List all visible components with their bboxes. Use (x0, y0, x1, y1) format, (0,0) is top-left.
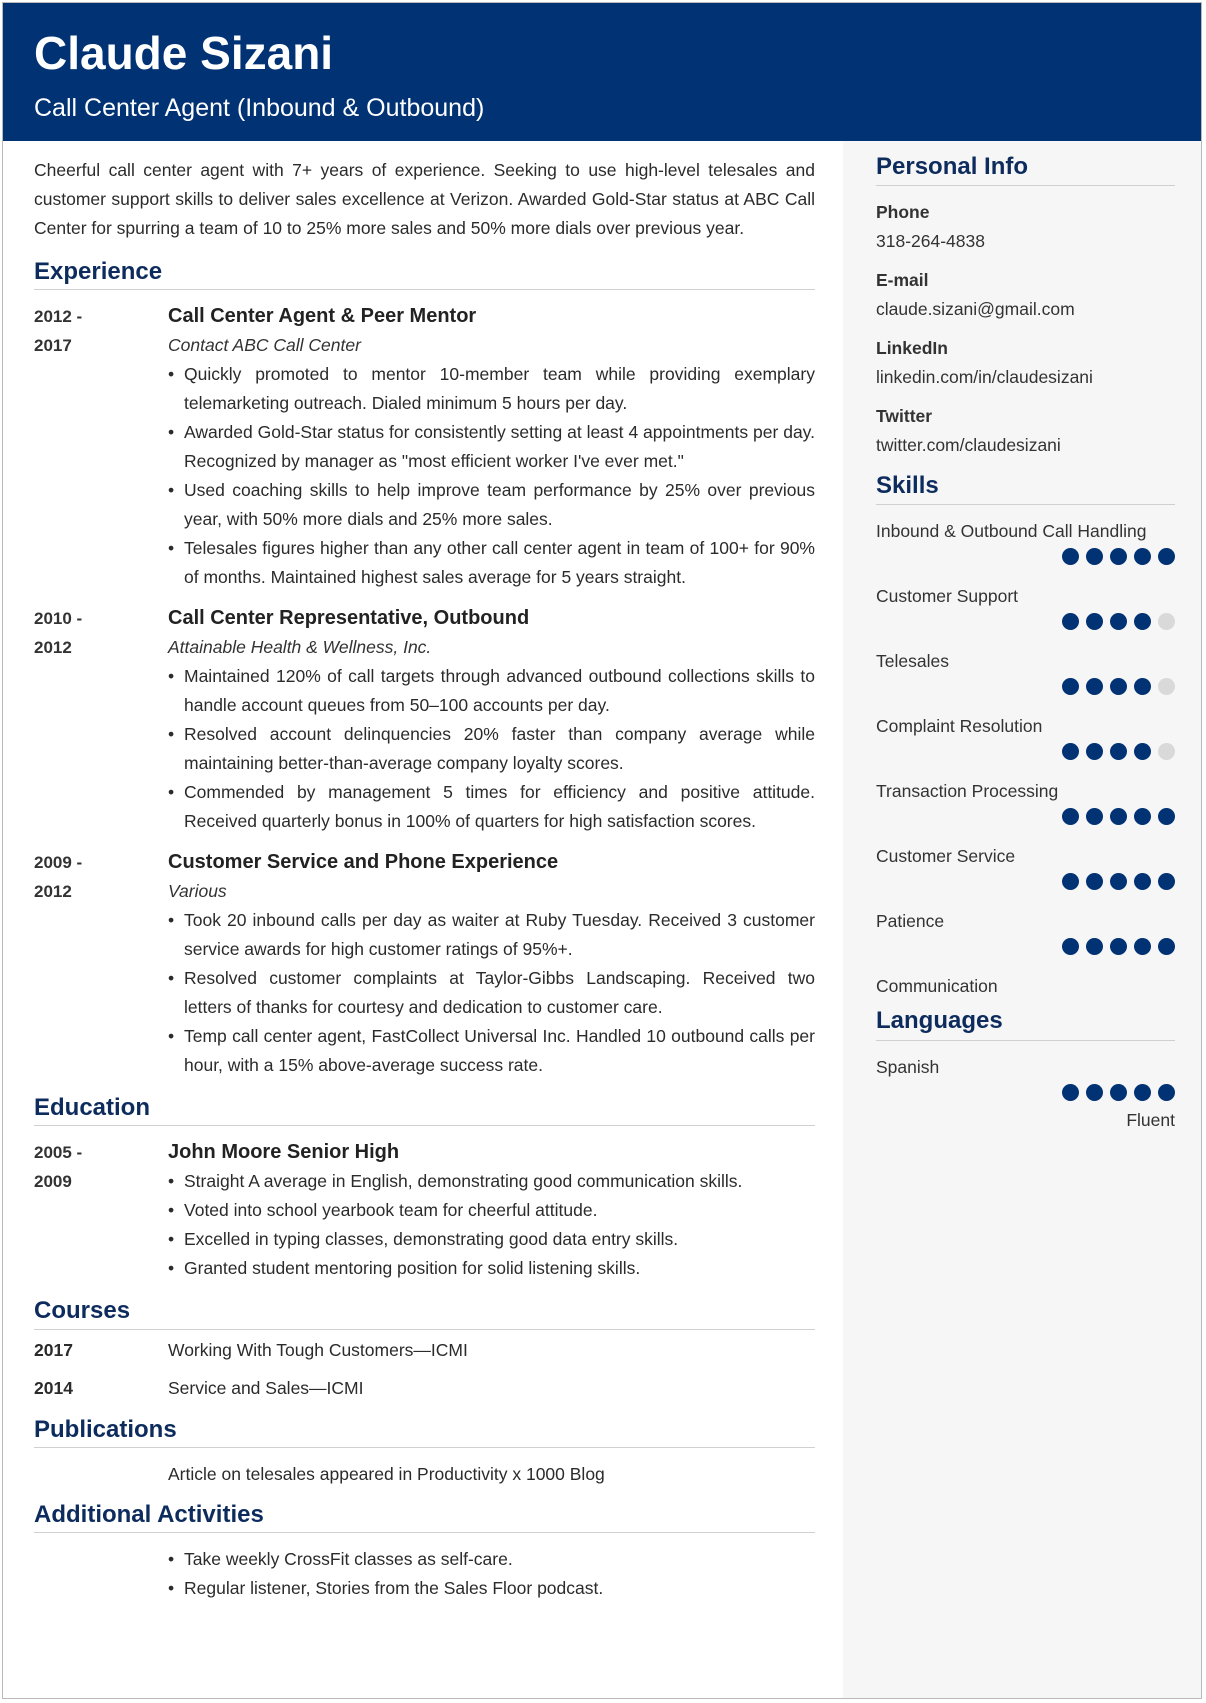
rating-dot-filled (1086, 613, 1103, 630)
rating-dot-filled (1134, 873, 1151, 890)
resume-page (2, 2, 1202, 1699)
bullet-list (168, 360, 815, 592)
skill-name: Transaction Processing (876, 781, 1059, 802)
bullet-item: • Took 20 inbound calls per day as waiter at Ruby Tuesday. Received 3 customer service awards for high customer ratings of 95%+. (168, 906, 815, 964)
bullet-list (168, 1167, 815, 1283)
rating-dot-empty (1158, 613, 1175, 630)
rating-dot-filled (1062, 873, 1079, 890)
publication-item: Article on telesales appeared in Productivity x 1000 Blog (168, 1463, 605, 1484)
rating-dot-filled (1086, 873, 1103, 890)
publications-list (34, 1460, 815, 1489)
rating-dot-filled (1110, 808, 1127, 825)
experience-list (34, 302, 815, 1080)
rating-dot-filled (1062, 938, 1079, 955)
activities-list (34, 1545, 815, 1603)
linkedin-value[interactable]: linkedin.com/in/claudesizani (876, 367, 1093, 388)
rating-dot-filled (1158, 873, 1175, 890)
bullet-item: • Awarded Gold-Star status for consistently setting at least 4 appointments per day. Recognized by manager as "most efficient worker I've ever met." (168, 418, 815, 476)
personal-info-heading: Personal Info (876, 153, 1029, 180)
skill-item (876, 582, 1175, 647)
rating-dot-filled (1062, 808, 1079, 825)
skill-item (876, 777, 1175, 842)
course-row (34, 1370, 815, 1408)
end-date: 2017 (34, 336, 72, 356)
linkedin-label: LinkedIn (876, 338, 948, 359)
course-row (34, 1332, 815, 1370)
divider (876, 185, 1175, 186)
bullet-item: • Temp call center agent, FastCollect Universal Inc. Handled 10 outbound calls per hour, with a 15% above-average success rate. (168, 1022, 815, 1080)
phone-value: 318-264-4838 (876, 231, 985, 252)
bullet-item: • Voted into school yearbook team for cheerful attitude. (168, 1196, 815, 1225)
rating-dot-filled (1086, 548, 1103, 565)
language-level: Fluent (1126, 1109, 1175, 1130)
candidate-name: Claude Sizani (34, 27, 334, 79)
summary-text: Cheerful call center agent with 7+ years of experience. Seeking to use high-level telesales and customer support skills to deliver sales excellence at Verizon. Awarded Gold-Star status at ABC Call Center for spurring a team of 10 to 25% more sales and 50% more dials over previous year. (34, 160, 815, 238)
entry-body (168, 1138, 815, 1283)
rating-dot-filled (1110, 678, 1127, 695)
bullet-list (168, 906, 815, 1080)
rating-dot-filled (1110, 548, 1127, 565)
education-entry (34, 1138, 815, 1283)
resume-header (3, 3, 1201, 141)
course-name: Service and Sales—ICMI (168, 1378, 364, 1399)
bullet-item: • Excelled in typing classes, demonstrating good data entry skills. (168, 1225, 815, 1254)
rating-dots (876, 936, 1175, 972)
language-item (876, 1053, 1175, 1131)
education-list (34, 1138, 815, 1283)
rating-dots (876, 611, 1175, 647)
bullet-item: • Resolved customer complaints at Taylor-Gibbs Landscaping. Received two letters of thanks for courtesy and dedication to customer care. (168, 964, 815, 1022)
entry-dates (34, 302, 168, 592)
rating-dot-empty (1158, 678, 1175, 695)
email-value[interactable]: claude.sizani@gmail.com (876, 299, 1075, 320)
rating-dot-filled (1110, 873, 1127, 890)
education-heading: Education (34, 1094, 151, 1122)
rating-dot-filled (1158, 808, 1175, 825)
bullet-item: • Maintained 120% of call targets through advanced outbound collections skills to handle account queues from 50–100 accounts per day. (168, 662, 815, 720)
skill-name: Customer Service (876, 846, 1016, 867)
entry-title: Customer Service and Phone Experience (168, 851, 559, 874)
rating-dot-filled (1110, 743, 1127, 760)
skills-list (876, 517, 1175, 1001)
start-date: 2009 - (34, 853, 83, 873)
rating-dot-filled (1086, 938, 1103, 955)
skill-item (876, 517, 1175, 582)
divider (34, 1447, 815, 1448)
skill-item (876, 907, 1175, 972)
start-date: 2012 - (34, 307, 83, 327)
skill-item (876, 972, 1175, 1001)
skill-name: Inbound & Outbound Call Handling (876, 521, 1147, 542)
rating-dot-empty (1158, 743, 1175, 760)
course-name: Working With Tough Customers—ICMI (168, 1340, 468, 1361)
phone-label: Phone (876, 202, 930, 223)
bullet-item: • Telesales figures higher than any other call center agent in team of 100+ for 90% of months. Maintained highest sales average for 5 years straight. (168, 534, 815, 592)
bullet-item: • Used coaching skills to help improve team performance by 25% over previous year, with 50% more dials and 25% more sales. (168, 476, 815, 534)
rating-dots (876, 741, 1175, 777)
course-year: 2017 (34, 1340, 73, 1361)
courses-heading: Courses (34, 1297, 131, 1325)
rating-dot-filled (1158, 548, 1175, 565)
bullet-list (168, 662, 815, 836)
rating-dot-filled (1134, 1084, 1151, 1101)
skill-name: Customer Support (876, 586, 1019, 607)
divider (876, 1040, 1175, 1041)
bullet-item: • Commended by management 5 times for efficiency and positive attitude. Received quarterly bonus in 100% of quarters for high satisfaction scores. (168, 778, 815, 836)
rating-dot-filled (1134, 678, 1151, 695)
rating-dot-filled (1062, 613, 1079, 630)
bullet-list (168, 1545, 815, 1603)
rating-dot-filled (1134, 613, 1151, 630)
activity-item: • Take weekly CrossFit classes as self-care. (168, 1545, 815, 1574)
entry-dates (34, 848, 168, 1080)
entry-body (168, 302, 815, 592)
experience-entry (34, 302, 815, 592)
entry-title: John Moore Senior High (168, 1141, 400, 1164)
rating-dot-filled (1110, 613, 1127, 630)
skill-name: Complaint Resolution (876, 716, 1043, 737)
divider (34, 289, 815, 290)
course-year: 2014 (34, 1378, 73, 1399)
start-date: 2010 - (34, 609, 83, 629)
language-name: Spanish (876, 1056, 940, 1077)
skill-item (876, 712, 1175, 777)
experience-entry (34, 848, 815, 1080)
rating-dot-filled (1062, 743, 1079, 760)
rating-dot-filled (1134, 743, 1151, 760)
skills-heading: Skills (876, 472, 939, 500)
entry-body (168, 848, 815, 1080)
rating-dot-filled (1134, 938, 1151, 955)
end-date: 2012 (34, 638, 72, 658)
twitter-label: Twitter (876, 406, 933, 427)
languages-heading: Languages (876, 1007, 1003, 1035)
entry-organization: Attainable Health & Wellness, Inc. (168, 637, 432, 658)
skill-name: Patience (876, 911, 945, 932)
entry-organization: Contact ABC Call Center (168, 335, 361, 356)
rating-dot-filled (1110, 1084, 1127, 1101)
entry-title: Call Center Representative, Outbound (168, 607, 530, 630)
end-date: 2012 (34, 882, 72, 902)
entry-organization: Various (168, 881, 227, 902)
skill-name: Communication (876, 976, 998, 997)
bullet-item: • Quickly promoted to mentor 10-member team while providing exemplary telemarketing outreach. Dialed minimum 5 hours per day. (168, 360, 815, 418)
experience-heading: Experience (34, 258, 163, 285)
rating-dot-filled (1086, 1084, 1103, 1101)
email-label: E-mail (876, 270, 929, 291)
rating-dot-filled (1158, 1084, 1175, 1101)
rating-dot-filled (1086, 808, 1103, 825)
divider (34, 1532, 815, 1533)
rating-dot-filled (1134, 548, 1151, 565)
rating-dot-filled (1158, 938, 1175, 955)
rating-dot-filled (1086, 678, 1103, 695)
start-date: 2005 - (34, 1143, 83, 1163)
bullet-item: • Resolved account delinquencies 20% faster than company average while maintaining better-than-average company loyalty scores. (168, 720, 815, 778)
entry-dates (34, 604, 168, 836)
activity-item: • Regular listener, Stories from the Sales Floor podcast. (168, 1574, 815, 1603)
publications-heading: Publications (34, 1415, 177, 1443)
divider (34, 1125, 815, 1126)
entry-title: Call Center Agent & Peer Mentor (168, 305, 477, 328)
sidebar (843, 141, 1201, 1699)
skill-item (876, 842, 1175, 907)
divider (34, 1329, 815, 1330)
skill-item (876, 647, 1175, 712)
end-date: 2009 (34, 1172, 72, 1192)
rating-dot-filled (1110, 938, 1127, 955)
activities-heading: Additional Activities (34, 1500, 264, 1528)
rating-dots (876, 871, 1175, 907)
candidate-title: Call Center Agent (Inbound & Outbound) (34, 94, 485, 122)
experience-entry (34, 604, 815, 836)
rating-dot-filled (1086, 743, 1103, 760)
rating-dot-filled (1062, 548, 1079, 565)
skill-name: Telesales (876, 651, 949, 672)
entry-body (168, 604, 815, 836)
rating-dots (876, 806, 1175, 842)
rating-dots (876, 676, 1175, 712)
rating-dot-filled (1062, 678, 1079, 695)
twitter-value[interactable]: twitter.com/claudesizani (876, 435, 1061, 456)
rating-dot-filled (1134, 808, 1151, 825)
rating-dots (876, 546, 1175, 582)
bullet-item: • Straight A average in English, demonstrating good communication skills. (168, 1167, 815, 1196)
divider (876, 504, 1175, 505)
bullet-item: • Granted student mentoring position for solid listening skills. (168, 1254, 815, 1283)
rating-dot-filled (1062, 1084, 1079, 1101)
courses-list (34, 1332, 815, 1408)
main-column (34, 156, 815, 1603)
entry-dates (34, 1138, 168, 1283)
languages-list (876, 1053, 1175, 1131)
